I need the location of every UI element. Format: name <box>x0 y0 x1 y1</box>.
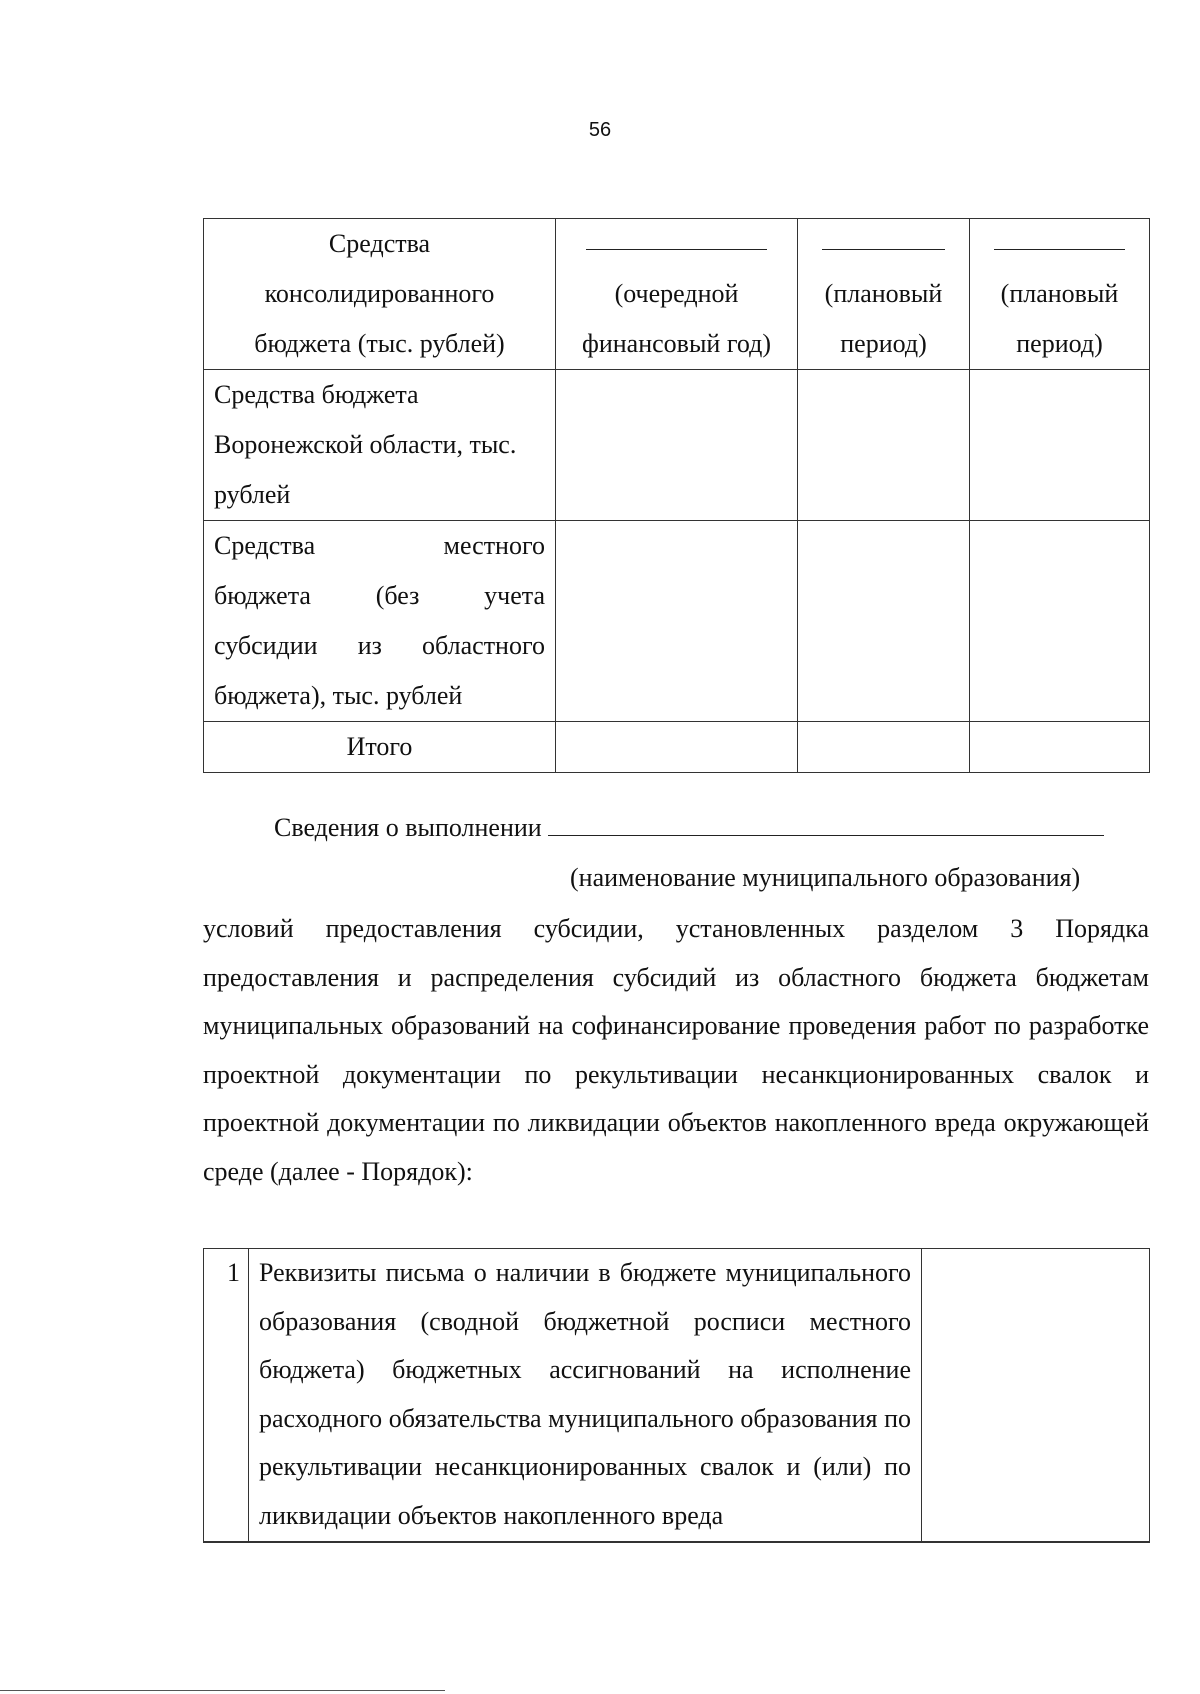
funding-header-col1-label: (очередной финансовый год) <box>582 279 771 358</box>
info-title <box>274 808 1104 848</box>
info-subscript: (наименование муниципального образования) <box>570 863 1081 892</box>
funding-row-label-local-line: субсидии из областного <box>214 631 545 660</box>
funding-header-col3 <box>970 219 1150 370</box>
funding-row-label-local <box>204 521 556 722</box>
funding-header-col2-label: (плановый период) <box>824 279 943 358</box>
page-number: 56 <box>588 119 612 141</box>
funding-row-label-regional: Средства бюджета Воронежской области, тыс. рублей <box>204 370 556 521</box>
funding-cell <box>798 521 970 722</box>
funding-cell <box>556 521 798 722</box>
info-title-text: Сведения о выполнении <box>274 813 542 842</box>
footnote-rule <box>0 1690 445 1691</box>
funding-row-label-local-line: Средства местного <box>214 531 545 560</box>
funding-table-header-row <box>204 219 1150 370</box>
funding-cell <box>798 370 970 521</box>
funding-cell <box>556 722 798 773</box>
funding-row-label-local-line: бюджета), тыс. рублей <box>214 681 463 710</box>
requirements-row <box>204 1249 1150 1542</box>
funding-cell <box>970 521 1150 722</box>
funding-cell <box>556 370 798 521</box>
funding-table-row <box>204 722 1150 773</box>
blank-line <box>994 249 1124 250</box>
funding-header-label: Средства консолидированного бюджета (тыс. рублей) <box>204 219 556 370</box>
funding-table-row <box>204 521 1150 722</box>
requirements-row-number: 1 <box>204 1249 249 1542</box>
requirements-row-text: Реквизиты письма о наличии в бюджете муниципального образования (сводной бюджетной росписи местного бюджета) бюджетных ассигнований на исполнение расходного обязательства муниципального образования по рекультивации несанкционированных свалок и (или) по ликвидации объектов накопленного вреда <box>249 1249 922 1542</box>
funding-header-col1 <box>556 219 798 370</box>
funding-cell <box>970 370 1150 521</box>
requirements-row-value <box>922 1249 1150 1542</box>
funding-cell <box>798 722 970 773</box>
funding-cell <box>970 722 1150 773</box>
info-body: условий предоставления субсидии, установленных разделом 3 Порядка предоставления и распределения субсидий из областного бюджета бюджетам муниципальных образований на софинансирование проведения работ по разработке проектной документации по рекультивации несанкционированных свалок и проектной документации по ликвидации объектов накопленного вреда окружающей среде (далее - Порядок): <box>203 914 1149 1186</box>
blank-line <box>822 249 946 250</box>
requirements-table <box>203 1248 1150 1543</box>
blank-line <box>586 249 767 250</box>
funding-table-row <box>204 370 1150 521</box>
funding-row-label-local-line: бюджета (без учета <box>214 581 545 610</box>
municipality-name-blank <box>548 809 1104 836</box>
funding-row-label-total: Итого <box>204 722 556 773</box>
funding-header-col3-label: (плановый период) <box>1000 279 1119 358</box>
funding-table <box>203 218 1150 773</box>
funding-header-col2 <box>798 219 970 370</box>
